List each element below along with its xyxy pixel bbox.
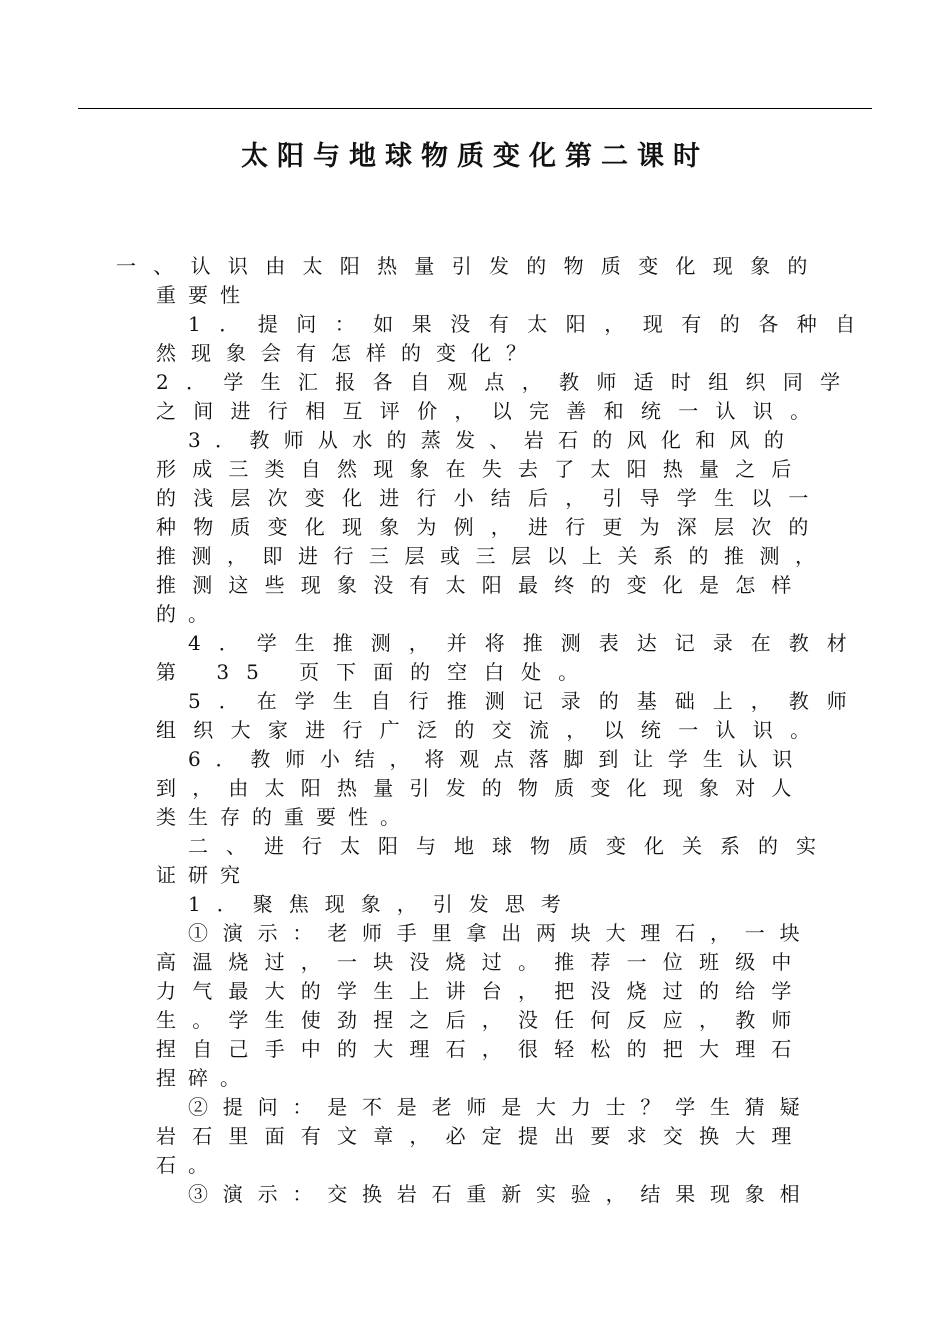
text-line: 推测，即进行三层或三层以上关系的推测，: [156, 544, 831, 568]
text-line: 5．在学生自行推测记录的基础上，教师: [188, 689, 865, 713]
text-line: 3．教师从水的蒸发、岩石的风化和风的: [188, 428, 799, 452]
text-line: 1．聚焦现象，引发思考: [188, 892, 577, 916]
text-line: 的。: [156, 602, 220, 626]
text-line: 之间进行相互评价，以完善和统一认识。: [156, 399, 828, 423]
text-line: 二、进行太阳与地球物质变化关系的实: [188, 834, 834, 858]
text-line: 高温烧过，一块没烧过。推荐一位班级中: [156, 950, 808, 974]
text-line: 第 35 页下面的空白处。: [156, 660, 596, 684]
text-line: 重要性: [156, 283, 252, 307]
text-line: 岩石里面有文章，必定提出要求交换大理: [156, 1124, 808, 1148]
text-line: 石。: [156, 1153, 220, 1177]
text-line: 类生存的重要性。: [156, 805, 412, 829]
text-line: 捏自己手中的大理石，很轻松的把大理石: [156, 1037, 808, 1061]
text-line: 生。学生使劲捏之后，没任何反应，教师: [156, 1008, 808, 1032]
text-line: 4．学生推测，并将推测表达记录在教材: [188, 631, 865, 655]
text-line: 然现象会有怎样的变化？: [156, 341, 541, 365]
text-line: 到，由太阳热量引发的物质变化现象对人: [156, 776, 808, 800]
text-line: 组织大家进行广泛的交流，以统一认识。: [156, 718, 828, 742]
text-line: 一、认识由太阳热量引发的物质变化现象的: [116, 254, 825, 278]
text-line: 形成三类自然现象在失去了太阳热量之后: [156, 457, 808, 481]
text-line: 证研究: [156, 863, 252, 887]
page-title: 太阳与地球物质变化第二课时: [241, 141, 709, 172]
text-line: 的浅层次变化进行小结后，引导学生以一: [156, 486, 826, 510]
text-line: 力气最大的学生上讲台，把没烧过的给学: [156, 979, 808, 1003]
text-line: ②提问：是不是老师是大力士？学生猜疑: [188, 1095, 815, 1119]
text-line: 种物质变化现象为例，进行更为深层次的: [156, 515, 826, 539]
text-line: 捏碎。: [156, 1066, 252, 1090]
text-line: 6．教师小结，将观点落脚到让学生认识: [188, 747, 808, 771]
header-rule: [78, 108, 872, 109]
text-line: 1．提问：如果没有太阳，现有的各种自: [188, 312, 874, 336]
text-line: 2．学生汇报各自观点，教师适时组织同学: [156, 370, 858, 394]
text-line: ①演示：老师手里拿出两块大理石，一块: [188, 921, 815, 945]
text-line: ③演示：交换岩石重新实验，结果现象相: [188, 1182, 815, 1206]
text-line: 推测这些现象没有太阳最终的变化是怎样: [156, 573, 808, 597]
